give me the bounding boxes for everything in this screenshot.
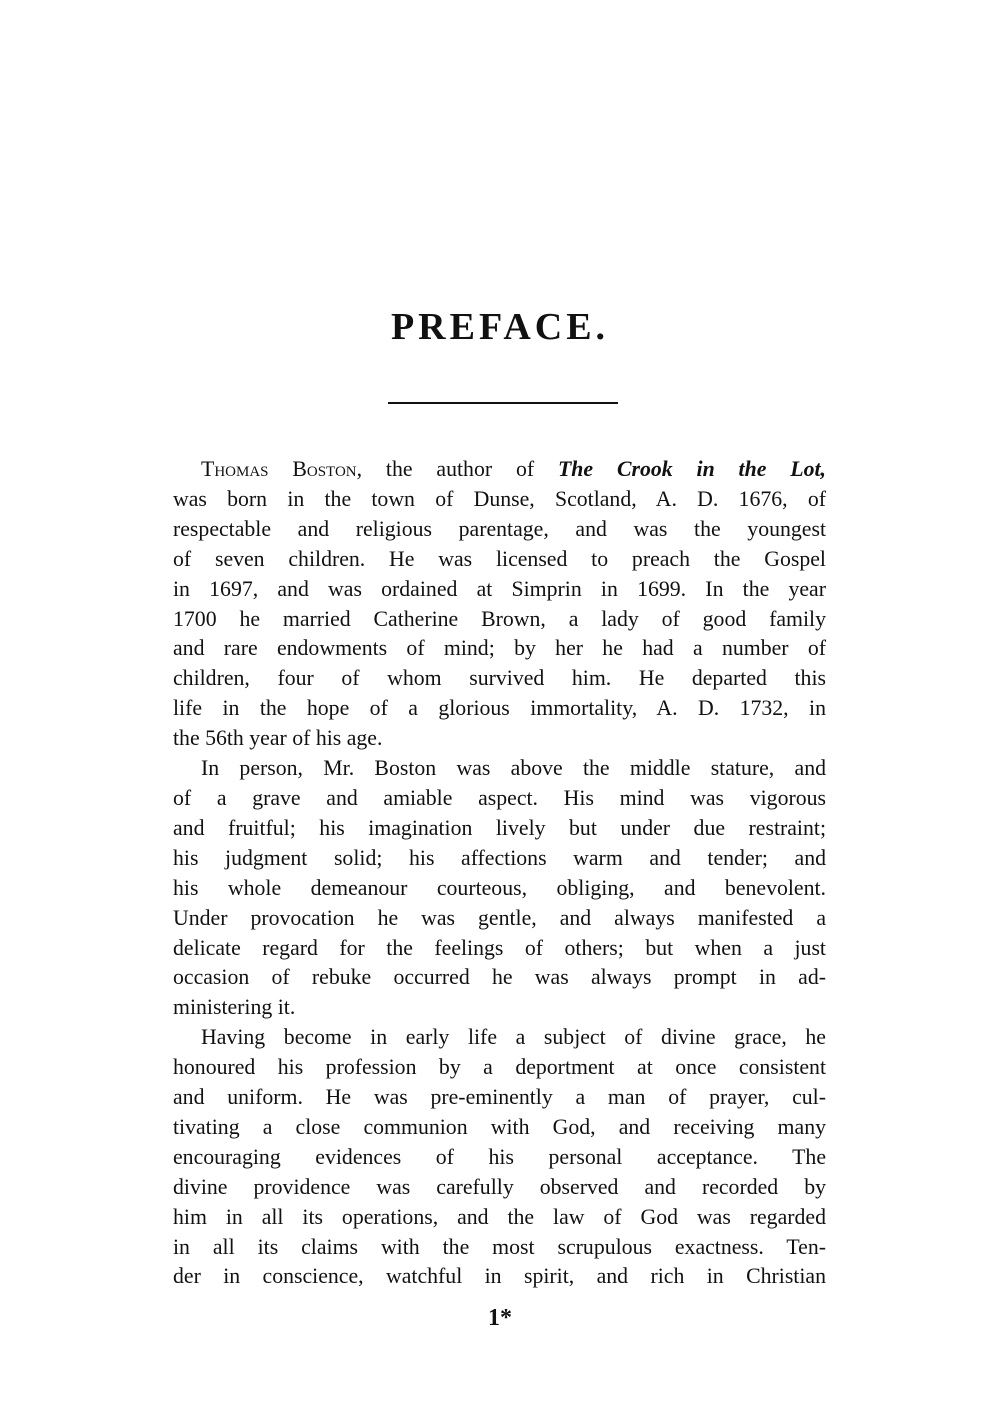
preface-body xyxy=(173,455,826,1292)
text-run: In person, Mr. Boston was above the middle stature, and xyxy=(201,756,826,781)
text-run: in 1697, and was ordained at Simprin in 1699. In the year xyxy=(173,576,826,601)
text-run: and rare endowments of mind; by her he had a number of xyxy=(173,636,826,661)
text-line xyxy=(173,1083,826,1113)
text-line xyxy=(173,1053,826,1083)
text-line xyxy=(173,874,826,904)
text-run: honoured his profession by a deportment at once consistent xyxy=(173,1055,826,1080)
text-line xyxy=(173,814,826,844)
text-run: the author of xyxy=(362,457,558,481)
text-line xyxy=(173,1203,826,1233)
text-line xyxy=(173,754,826,784)
text-run: and uniform. He was pre-eminently a man of prayer, cul- xyxy=(173,1085,826,1110)
text-line xyxy=(173,1113,826,1143)
text-run: his whole demeanour courteous, obliging, and benevolent. xyxy=(173,875,826,900)
text-run: divine providence was carefully observed and recorded by xyxy=(173,1174,826,1199)
text-run: occasion of rebuke occurred he was always prompt in ad- xyxy=(173,965,826,990)
text-line xyxy=(173,963,826,993)
text-line xyxy=(173,1143,826,1173)
text-line xyxy=(173,575,826,605)
paragraph xyxy=(173,455,826,754)
text-line xyxy=(173,904,826,934)
text-run: of a grave and amiable aspect. His mind was vigorous xyxy=(173,785,826,810)
text-line xyxy=(173,634,826,664)
title-divider xyxy=(388,402,618,404)
text-run: tivating a close communion with God, and receiving many xyxy=(173,1114,826,1139)
text-line xyxy=(173,993,826,1023)
text-line xyxy=(173,1262,826,1292)
text-run: Having become in early life a subject of divine grace, he xyxy=(201,1025,826,1050)
text-run: 1700 he married Catherine Brown, a lady of good family xyxy=(173,606,826,631)
paragraph xyxy=(173,754,826,1023)
text-line xyxy=(173,545,826,575)
text-line xyxy=(173,1173,826,1203)
book-title: The Crook in the Lot, xyxy=(557,457,826,481)
text-run: the 56th year of his age. xyxy=(173,726,383,751)
text-run: delicate regard for the feelings of others; but when a just xyxy=(173,935,826,960)
page-title: PREFACE. xyxy=(390,306,610,348)
text-run: of seven children. He was licensed to preach the Gospel xyxy=(173,546,826,571)
text-run: his judgment solid; his affections warm and tender; and xyxy=(173,845,826,870)
text-run: encouraging evidences of his personal acceptance. The xyxy=(173,1144,826,1169)
text-line xyxy=(173,485,826,515)
text-run: Under provocation he was gentle, and always manifested a xyxy=(173,905,826,930)
signature-mark: 1* xyxy=(488,1305,512,1331)
text-run: and fruitful; his imagination lively but under due restraint; xyxy=(173,815,826,840)
text-run: children, four of whom survived him. He departed this xyxy=(173,666,826,691)
text-line xyxy=(173,784,826,814)
paragraph xyxy=(173,1023,826,1292)
text-run: der in conscience, watchful in spirit, and rich in Christian xyxy=(173,1264,826,1289)
text-run: was born in the town of Dunse, Scotland, A. D. 1676, of xyxy=(173,486,826,511)
text-line xyxy=(173,1023,826,1053)
text-line xyxy=(173,844,826,874)
text-run: him in all its operations, and the law of God was regarded xyxy=(173,1204,826,1229)
text-line xyxy=(173,515,826,545)
text-line xyxy=(173,455,826,485)
text-run: ministering it. xyxy=(173,995,296,1020)
author-name: Thomas Boston, xyxy=(201,457,363,481)
text-run: respectable and religious parentage, and was the youngest xyxy=(173,516,826,541)
text-line xyxy=(173,1233,826,1263)
text-run: in all its claims with the most scrupulous exactness. Ten- xyxy=(173,1234,826,1259)
text-line xyxy=(173,605,826,635)
text-line xyxy=(173,934,826,964)
text-run: life in the hope of a glorious immortality, A. D. 1732, in xyxy=(173,696,826,721)
text-line xyxy=(173,694,826,724)
text-line xyxy=(173,664,826,694)
text-line xyxy=(173,724,826,754)
